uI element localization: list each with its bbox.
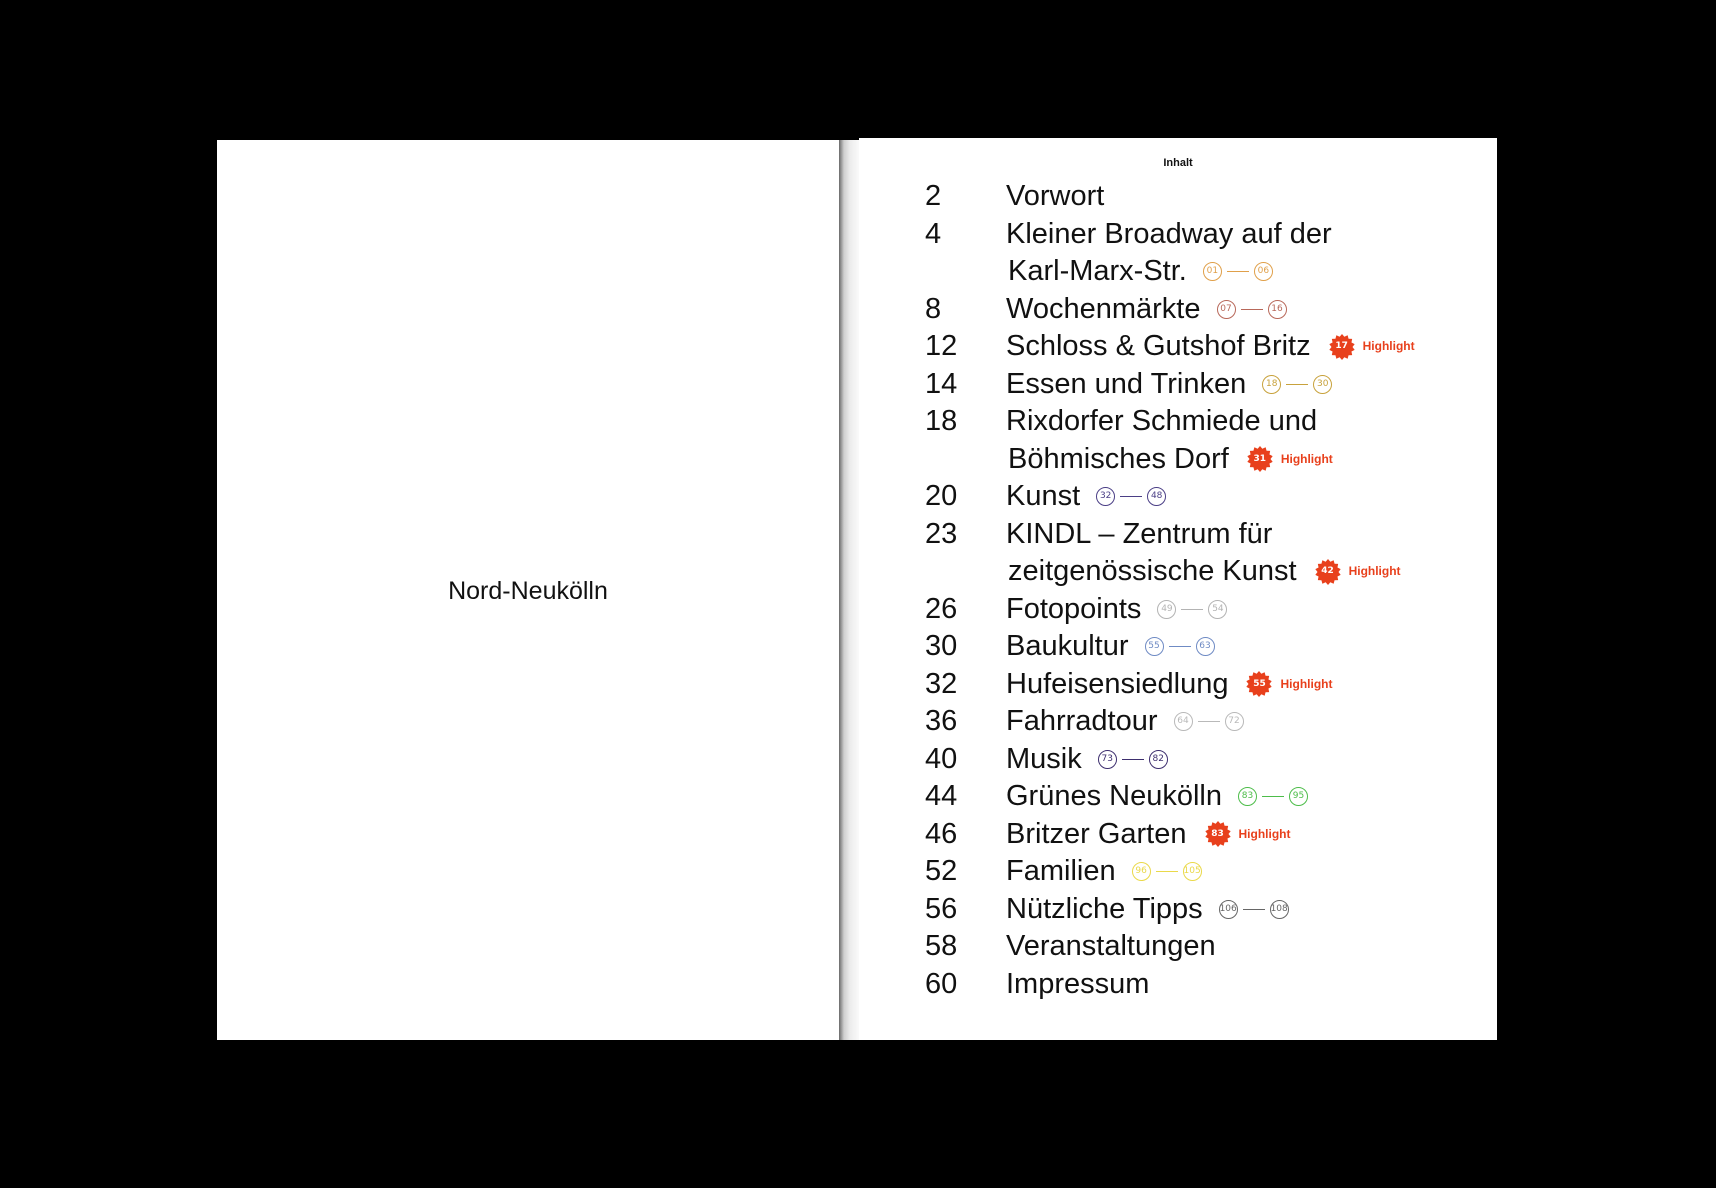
toc-entry: [859, 816, 1497, 854]
page-number: 30: [925, 630, 958, 662]
range-end-badge: 72: [1225, 712, 1244, 731]
entry-title-text: Rixdorfer Schmiede und: [1006, 405, 1318, 437]
entry-title: [1006, 216, 1332, 254]
toc-entry: [859, 591, 1497, 629]
entry-title-text: Baukultur: [1006, 630, 1129, 662]
range-dash: [1181, 609, 1203, 610]
entry-title-text: Veranstaltungen: [1006, 930, 1216, 962]
toc-line: [859, 478, 1497, 516]
entry-title-text: Vorwort: [1006, 180, 1105, 212]
range-dash: [1156, 871, 1178, 872]
page-number: 12: [925, 330, 958, 362]
range-start-badge: 64: [1174, 712, 1193, 731]
highlight-label: Highlight: [1362, 339, 1415, 353]
entry-title: [1006, 928, 1216, 966]
range-start-badge: 55: [1145, 637, 1164, 656]
entry-title-text: Wochenmärkte: [1006, 292, 1201, 325]
entry-title-text: Britzer Garten: [1006, 817, 1187, 850]
page-number: 60: [925, 967, 958, 1000]
page-number: 20: [925, 480, 958, 512]
starburst-icon: [1315, 559, 1341, 585]
highlight-marker: [1315, 553, 1401, 591]
highlight-marker: [1329, 328, 1415, 366]
starburst-icon: [1246, 671, 1272, 697]
toc-entry: [859, 366, 1497, 404]
page-header: Inhalt: [1163, 157, 1193, 169]
entry-title: [1006, 591, 1227, 629]
entry-title-text: zeitgenössische Kunst: [1008, 555, 1297, 587]
toc-line: [859, 403, 1497, 441]
toc-line: [859, 891, 1497, 929]
range-end-badge: 82: [1149, 750, 1168, 769]
entry-title-text: Karl-Marx-Str.: [1008, 255, 1187, 287]
entry-title-text: Kleiner Broadway auf der: [1006, 217, 1332, 250]
entry-title: [1008, 253, 1273, 291]
entry-title: [1006, 966, 1149, 1004]
entry-title: [1006, 291, 1287, 329]
left-page: [217, 140, 839, 1040]
page-number: 23: [925, 517, 958, 550]
toc-entry: [859, 853, 1497, 891]
toc-entry: [859, 928, 1497, 966]
range-start-badge: 83: [1238, 787, 1257, 806]
entry-title-text: Musik: [1006, 742, 1082, 775]
range-end-badge: 30: [1313, 375, 1332, 394]
range-end-badge: 16: [1268, 300, 1287, 319]
range-dash: [1198, 721, 1220, 722]
toc-line: [859, 778, 1497, 816]
entry-title-text: Kunst: [1006, 480, 1081, 512]
highlight-label: Highlight: [1238, 826, 1291, 841]
entry-title: [1006, 178, 1104, 216]
range-end-badge: 105: [1183, 862, 1202, 881]
toc-entry: [859, 741, 1497, 779]
highlight-marker: [1247, 441, 1333, 479]
highlight-label: Highlight: [1348, 564, 1401, 578]
page-number: 56: [925, 892, 958, 925]
toc-line: [859, 591, 1497, 629]
toc-entry: [859, 403, 1497, 478]
toc-line: [859, 516, 1497, 554]
page-number: 58: [925, 930, 958, 962]
entry-title-text: Hufeisensiedlung: [1006, 667, 1229, 700]
toc-line: [859, 216, 1497, 254]
toc-line: [859, 703, 1497, 741]
page-number: 36: [925, 705, 958, 737]
entry-title: [1006, 478, 1166, 516]
entry-title-text: Grünes Neukölln: [1006, 780, 1222, 812]
toc-line: [859, 816, 1497, 854]
spot-range: [1132, 862, 1202, 881]
toc-entry: [859, 778, 1497, 816]
book-gutter: [839, 140, 859, 1040]
entry-title: [1006, 891, 1289, 929]
right-page: [859, 138, 1497, 1040]
toc-entry: [859, 291, 1497, 329]
page-number: 18: [925, 405, 958, 437]
toc-line: [859, 853, 1497, 891]
toc-line: [859, 553, 1497, 591]
table-of-contents: [859, 178, 1497, 1003]
toc-entry: [859, 966, 1497, 1004]
page-number: 44: [925, 780, 958, 812]
toc-entry: [859, 478, 1497, 516]
spot-range: [1217, 300, 1287, 319]
entry-title: [1006, 703, 1244, 741]
spot-range: [1174, 712, 1244, 731]
entry-title: [1006, 666, 1332, 704]
toc-entry: [859, 328, 1497, 366]
range-dash: [1243, 909, 1265, 910]
spot-range: [1096, 487, 1166, 506]
highlight-number: 42: [1321, 566, 1334, 576]
range-end-badge: 06: [1254, 262, 1273, 281]
starburst-icon: [1247, 446, 1273, 472]
range-start-badge: 32: [1096, 487, 1115, 506]
range-start-badge: 106: [1219, 900, 1238, 919]
range-dash: [1120, 496, 1142, 497]
toc-line: [859, 928, 1497, 966]
entry-title-text: Nützliche Tipps: [1006, 892, 1203, 925]
range-end-badge: 108: [1270, 900, 1289, 919]
toc-entry: [859, 516, 1497, 591]
spot-range: [1145, 637, 1215, 656]
range-start-badge: 07: [1217, 300, 1236, 319]
page-number: 4: [925, 217, 942, 250]
spot-range: [1219, 900, 1289, 919]
range-end-badge: 48: [1147, 487, 1166, 506]
entry-title: [1006, 516, 1272, 554]
range-start-badge: 18: [1262, 375, 1281, 394]
entry-title: [1006, 778, 1308, 816]
entry-title: [1008, 441, 1333, 479]
toc-line: [859, 178, 1497, 216]
range-dash: [1227, 271, 1249, 272]
range-dash: [1262, 796, 1284, 797]
page-number: 46: [925, 817, 958, 850]
page-number: 14: [925, 367, 958, 400]
range-start-badge: 49: [1157, 600, 1176, 619]
starburst-icon: [1329, 334, 1355, 360]
toc-entry: [859, 628, 1497, 666]
entry-title-text: Fahrradtour: [1006, 705, 1158, 737]
highlight-label: Highlight: [1280, 451, 1333, 466]
toc-line: [859, 366, 1497, 404]
highlight-marker: [1205, 816, 1291, 854]
range-end-badge: 63: [1196, 637, 1215, 656]
toc-entry: [859, 703, 1497, 741]
entry-title-text: Impressum: [1006, 967, 1150, 1000]
toc-line: [859, 628, 1497, 666]
range-end-badge: 54: [1208, 600, 1227, 619]
toc-line: [859, 666, 1497, 704]
starburst-icon: [1205, 821, 1231, 847]
toc-line: [859, 966, 1497, 1004]
entry-title-text: Familien: [1006, 855, 1116, 887]
page-number: 40: [925, 742, 958, 775]
section-title: Nord-Neukölln: [448, 577, 608, 605]
entry-title: [1006, 328, 1415, 366]
toc-line: [859, 253, 1497, 291]
spot-range: [1098, 750, 1168, 769]
toc-entry: [859, 178, 1497, 216]
toc-entry: [859, 666, 1497, 704]
highlight-number: 55: [1253, 678, 1266, 689]
page-number: 32: [925, 667, 958, 700]
page-number: 8: [925, 292, 942, 325]
entry-title: [1006, 816, 1290, 854]
spot-range: [1238, 787, 1308, 806]
toc-line: [859, 328, 1497, 366]
toc-entry: [859, 216, 1497, 291]
range-start-badge: 73: [1098, 750, 1117, 769]
highlight-marker: [1246, 666, 1332, 704]
page-number: 26: [925, 592, 958, 625]
page-number: 52: [925, 855, 958, 887]
spot-range: [1203, 262, 1273, 281]
entry-title-text: Böhmisches Dorf: [1008, 442, 1229, 475]
highlight-number: 31: [1253, 453, 1267, 464]
highlight-label: Highlight: [1280, 676, 1333, 691]
spot-range: [1157, 600, 1227, 619]
entry-title: [1006, 628, 1215, 666]
range-end-badge: 95: [1289, 787, 1308, 806]
range-dash: [1286, 384, 1308, 385]
range-start-badge: 01: [1203, 262, 1222, 281]
entry-title-text: Fotopoints: [1006, 592, 1142, 625]
toc-line: [859, 741, 1497, 779]
page-number: 2: [925, 180, 942, 212]
entry-title: [1006, 741, 1168, 779]
toc-line: [859, 441, 1497, 479]
entry-title-text: Essen und Trinken: [1006, 367, 1247, 400]
range-dash: [1169, 646, 1191, 647]
entry-title: [1006, 366, 1332, 404]
highlight-number: 83: [1211, 828, 1224, 839]
toc-entry: [859, 891, 1497, 929]
toc-line: [859, 291, 1497, 329]
entry-title: [1008, 553, 1401, 591]
range-start-badge: 96: [1132, 862, 1151, 881]
range-dash: [1122, 759, 1144, 760]
highlight-number: 17: [1335, 341, 1348, 351]
range-dash: [1241, 309, 1263, 310]
entry-title-text: Schloss & Gutshof Britz: [1006, 330, 1311, 362]
entry-title: [1006, 403, 1317, 441]
entry-title: [1006, 853, 1202, 891]
spot-range: [1262, 375, 1332, 394]
entry-title-text: KINDL – Zentrum für: [1006, 517, 1273, 550]
